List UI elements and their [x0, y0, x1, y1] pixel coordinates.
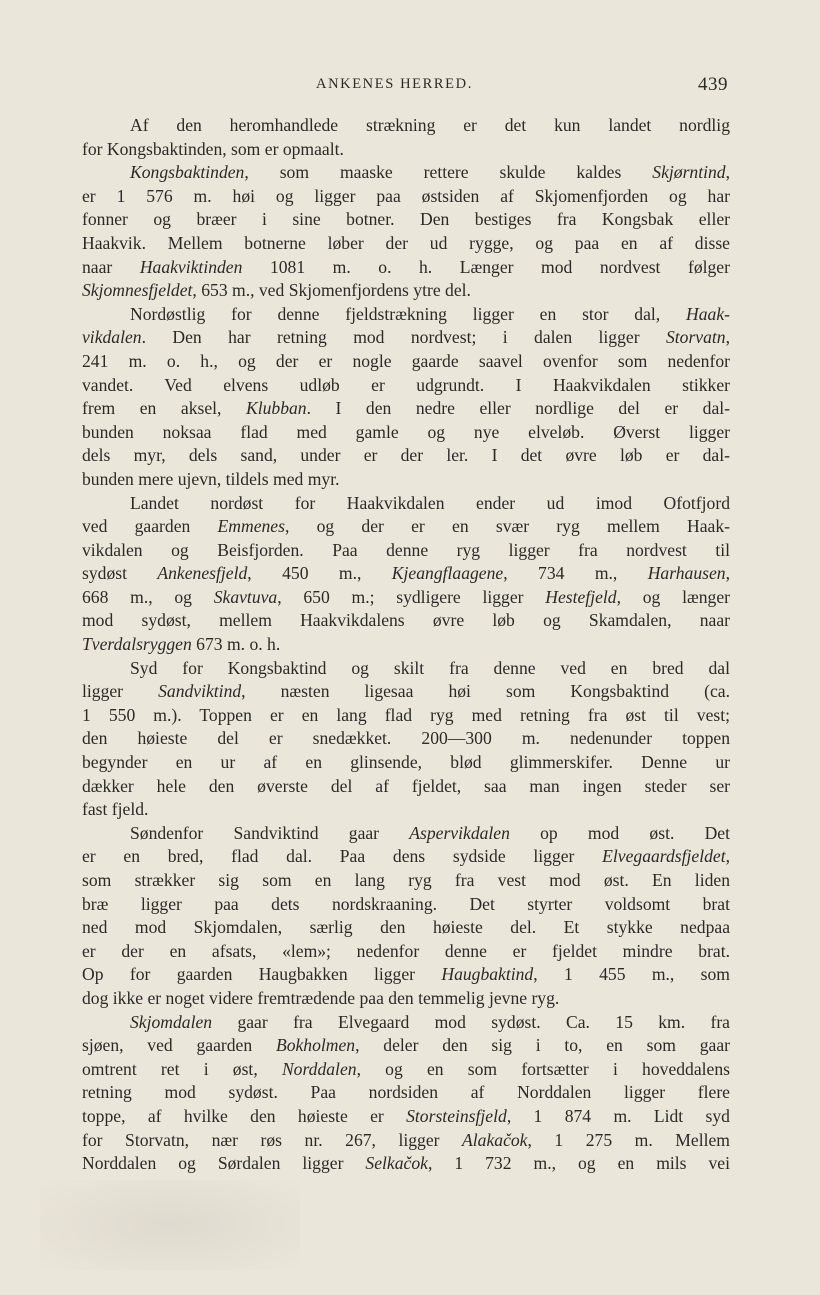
text-run: vikdalen og Beisfjorden. Paa denne ryg ligger fra nordvest til [82, 539, 730, 560]
text-line [82, 869, 730, 893]
text-run: bunden mere ujevn, tildels med myr. [82, 468, 340, 489]
italic-place-name: Skjomdalen [130, 1011, 213, 1032]
text-line [82, 633, 730, 657]
text-line [82, 680, 730, 704]
text-line [82, 444, 730, 468]
page-number: 439 [698, 74, 728, 95]
italic-place-name: Elvegaardsfjeldet [602, 846, 726, 867]
text-line [82, 1129, 730, 1153]
italic-place-name: Storvatn [665, 327, 726, 348]
text-run: Landet nordøst for Haakvikdalen ender ud imod Ofotfjord [130, 492, 730, 513]
text-line [82, 940, 730, 964]
text-run: dækker hele den øverste del af fjeldet, saa man ingen steder ser [82, 775, 730, 796]
italic-place-name: Haakviktinden [139, 256, 243, 277]
text-line [82, 822, 730, 846]
text-line [82, 397, 730, 421]
text-line [82, 161, 730, 185]
italic-place-name: Skjørntind [652, 162, 726, 183]
page-header [0, 76, 820, 100]
paper-smudge [40, 1180, 300, 1270]
italic-place-name: Emmenes [217, 516, 285, 537]
text-line [82, 916, 730, 940]
italic-place-name: Ankenesfjeld [157, 563, 248, 584]
text-line [82, 232, 730, 256]
text-run: , 1 874 m. Lidt syd [506, 1105, 730, 1126]
text-run: 1081 m. o. h. Længer mod nordvest følger [242, 256, 730, 277]
italic-place-name: Klubban [245, 398, 307, 419]
italic-place-name: Sandviktind [158, 681, 242, 702]
text-run: op mod øst. Det [509, 822, 730, 843]
text-line [82, 326, 730, 350]
text-line [82, 1011, 730, 1035]
text-line [82, 751, 730, 775]
text-line [82, 492, 730, 516]
text-run: sjøen, ved gaarden [82, 1035, 276, 1056]
text-run: , 734 m., [503, 563, 648, 584]
italic-place-name: Bokholmen [275, 1035, 356, 1056]
italic-place-name: Harhausen [647, 563, 726, 584]
text-line [82, 515, 730, 539]
text-run: , og der er en svær ryg mellem Haak- [284, 516, 730, 537]
text-line [82, 539, 730, 563]
text-run: dels myr, dels sand, under er der ler. I det øvre løb er dal- [82, 445, 730, 466]
text-line [82, 114, 730, 138]
italic-place-name: Haugbaktind [441, 964, 534, 985]
text-run: . Den har retning mod nordvest; i dalen ligger [141, 327, 666, 348]
text-run: er en bred, flad dal. Paa dens sydside ligger [82, 846, 603, 867]
text-run: toppe, af hvilke den høieste er [82, 1105, 407, 1126]
text-run: bræ ligger paa dets nordskraaning. Det styrter voldsomt brat [82, 893, 730, 914]
italic-place-name: Hestefjeld [545, 586, 617, 607]
text-line [82, 468, 730, 492]
text-line [82, 208, 730, 232]
italic-place-name: Kjeangflaagene [391, 563, 504, 584]
text-run: ned mod Skjomdalen, særlig den høieste del. Et stykke nedpaa [82, 917, 730, 938]
text-line [82, 256, 730, 280]
text-run: . I den nedre eller nordlige del er dal- [306, 398, 730, 419]
text-run: vandet. Ved elvens udløb er udgrundt. I Haakvikdalen stikker [82, 374, 730, 395]
italic-place-name: Kongsbaktinden [130, 162, 245, 183]
text-run: , [725, 846, 730, 867]
running-title: ANKENES HERRED. [316, 76, 473, 92]
text-line [82, 1058, 730, 1082]
text-line [82, 279, 730, 303]
text-run: , 1 732 m., og en mils vei [427, 1153, 730, 1174]
text-line [82, 1152, 730, 1176]
text-line [82, 963, 730, 987]
text-run: som strækker sig som en lang ryg fra vest mod øst. En liden [82, 870, 730, 890]
text-run: dog ikke er noget videre fremtrædende paa den temmelig jevne ryg. [82, 987, 560, 1008]
text-run: 1 550 m.). Toppen er en lang flad ryg med retning fra øst til vest; [82, 704, 730, 725]
text-run: sydøst [82, 563, 158, 584]
text-run: Nordøstlig for denne fjeldstrækning ligger en stor dal, [130, 303, 687, 324]
text-line [82, 609, 730, 633]
body-text [82, 114, 730, 1176]
text-line [82, 775, 730, 799]
text-run: ved gaarden [82, 516, 218, 537]
italic-place-name: Norddalen [281, 1058, 357, 1079]
text-line [82, 1105, 730, 1129]
text-run: , 650 m.; sydligere ligger [277, 586, 546, 607]
text-run: Op for gaarden Haugbakken ligger [82, 964, 442, 985]
italic-place-name: Alakačok [462, 1129, 528, 1150]
text-line [82, 893, 730, 917]
italic-place-name: Selkačok [365, 1153, 428, 1174]
text-line [82, 798, 730, 822]
text-line [82, 704, 730, 728]
text-run: ligger [82, 681, 159, 702]
text-line [82, 421, 730, 445]
text-line [82, 657, 730, 681]
text-run: fast fjeld. [82, 799, 149, 820]
text-line [82, 350, 730, 374]
text-run: , 653 m., ved Skjomenfjordens ytre del. [192, 280, 471, 301]
text-line [82, 374, 730, 398]
text-run: er 1 576 m. høi og ligger paa østsiden af Skjomenfjorden og har [82, 185, 730, 206]
text-run: Haakvik. Mellem botnerne løber der ud rygge, og paa en af disse [82, 232, 730, 253]
text-line [82, 845, 730, 869]
text-run: , [725, 162, 730, 183]
text-line [82, 303, 730, 327]
text-run: , [725, 327, 730, 348]
text-run: , næsten ligesaa høi som Kongsbaktind (ca. [241, 681, 730, 702]
italic-place-name: Skavtuva [213, 586, 278, 607]
text-run: , deler den sig i to, en som gaar [355, 1035, 730, 1056]
text-run: frem en aksel, [82, 398, 246, 419]
text-run: Søndenfor Sandviktind gaar [130, 822, 410, 843]
text-run: retning mod sydøst. Paa nordsiden af Norddalen ligger flere [82, 1082, 730, 1103]
text-run: den høieste del er snedækket. 200—300 m. nedenunder toppen [82, 728, 730, 749]
text-run: 241 m. o. h., og der er nogle gaarde saavel ovenfor som nedenfor [82, 350, 730, 371]
italic-place-name: Skjomnesfjeldet [82, 280, 193, 301]
text-run: er der en afsats, «lem»; nedenfor denne er fjeldet mindre brat. [82, 940, 730, 961]
text-line [82, 727, 730, 751]
text-line [82, 987, 730, 1011]
text-run: mod sydøst, mellem Haakvikdalens øvre løb og Skamdalen, naar [82, 610, 730, 631]
italic-place-name: Haak- [686, 303, 730, 324]
text-run: , 450 m., [247, 563, 392, 584]
text-line [82, 1081, 730, 1105]
text-run: , som maaske rettere skulde kaldes [244, 162, 653, 183]
italic-place-name: Tverdalsryggen [82, 634, 192, 655]
italic-place-name: Aspervikdalen [409, 822, 510, 843]
text-run: 673 m. o. h. [191, 634, 281, 655]
text-run: , [725, 563, 730, 584]
text-line [82, 1034, 730, 1058]
text-run: for Storvatn, nær røs nr. 267, ligger [82, 1129, 463, 1150]
text-run: Syd for Kongsbaktind og skilt fra denne ved en bred dal [130, 657, 730, 678]
text-run: , 1 275 m. Mellem [527, 1129, 730, 1150]
text-run: , 1 455 m., som [533, 964, 730, 985]
text-run: omtrent ret i øst, [82, 1058, 282, 1079]
text-run: 668 m., og [82, 586, 214, 607]
text-line [82, 185, 730, 209]
italic-place-name: vikdalen [82, 327, 142, 348]
text-run: Norddalen og Sørdalen ligger [82, 1153, 366, 1174]
text-run: , og en som fortsætter i hoveddalens [356, 1058, 730, 1079]
italic-place-name: Storsteinsfjeld [406, 1105, 507, 1126]
text-run: , og længer [616, 586, 730, 607]
text-run: for Kongsbaktinden, som er opmaalt. [82, 138, 344, 159]
text-run: fonner og bræer i sine botner. Den bestiges fra Kongsbak eller [82, 209, 730, 230]
text-run: Af den heromhandlede strækning er det kun landet nordlig [130, 115, 730, 135]
text-line [82, 138, 730, 162]
text-run: gaar fra Elvegaard mod sydøst. Ca. 15 km. fra [212, 1011, 730, 1032]
text-line [82, 586, 730, 610]
text-run: begynder en ur af en glinsende, blød glimmerskifer. Denne ur [82, 752, 730, 773]
text-line [82, 562, 730, 586]
text-run: bunden noksaa flad med gamle og nye elveløb. Øverst ligger [82, 421, 730, 442]
text-run: naar [82, 256, 140, 277]
